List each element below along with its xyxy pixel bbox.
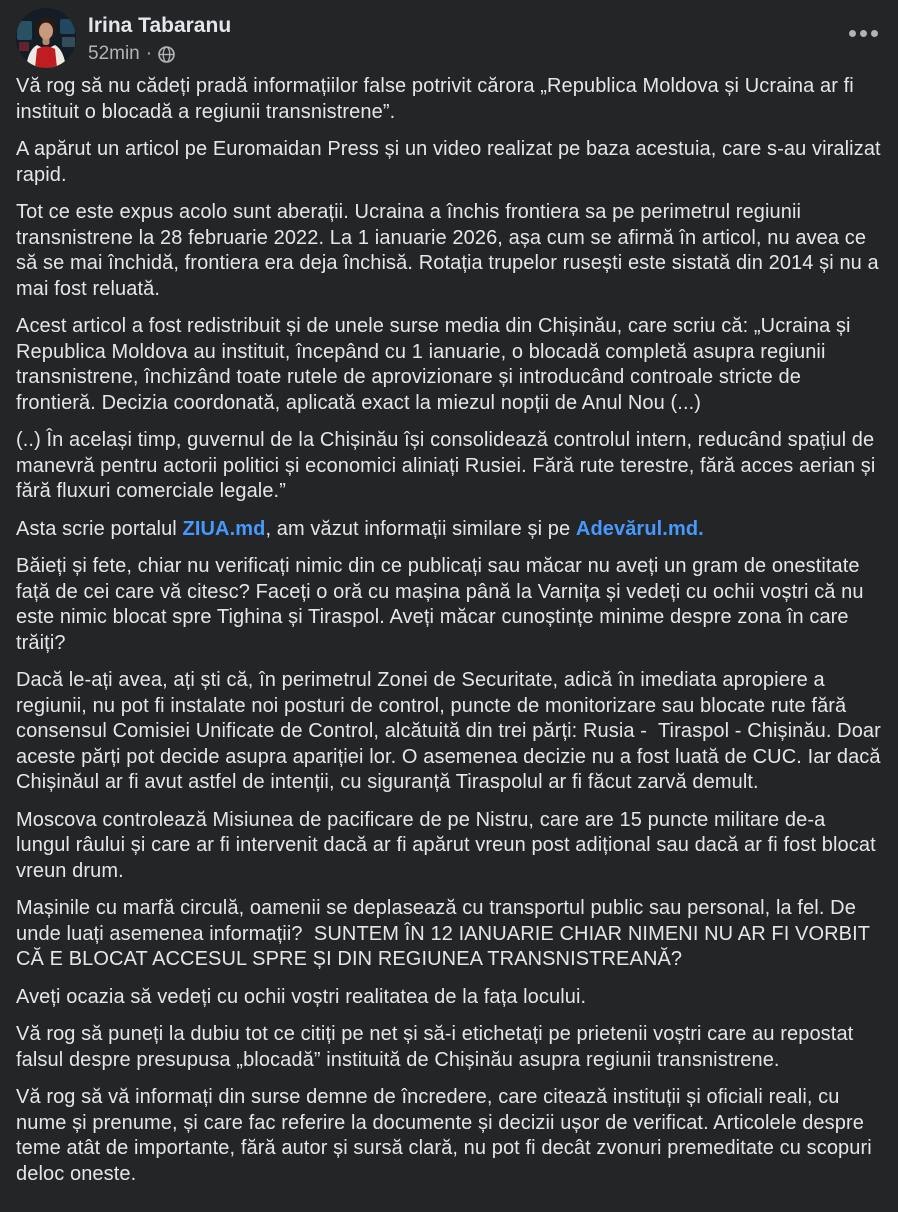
post-paragraph: (..) În același timp, guvernul de la Chișinău își consolidează controlul intern, reducând spațiul de manevră pentru actorii politici și economici aliniați Rusiei. Fără rute terestre, fără acces aerian și fără fluxuri comerciale legale.” — [16, 429, 882, 502]
avatar[interactable] — [16, 8, 76, 68]
avatar-image — [16, 8, 76, 68]
post-paragraph-with-links — [16, 517, 882, 543]
paragraph-text: , am văzut informații similare și pe — [265, 517, 576, 540]
post-paragraph: Băieți și fete, chiar nu verificați nimic din ce publicați sau măcar nu aveți un gram de onestitate față de cei care vă citesc? Faceți o oră cu mașina până la Varnița și vedeți cu ochii voștri că nu este nimic blocat spre Tighina și Tiraspol. Aveți măcar cunoștințe minime despre zona în care trăiți? — [16, 555, 870, 654]
paragraph-text: Asta scrie portalul — [16, 517, 183, 540]
post-paragraph: Acest articol a fost redistribuit și de unele surse media din Chișinău, care scriu că: „Ucraina și Republica Moldova au instituit, începând cu 1 ianuarie, o blocadă completă asupra regiunii transnistrene, închizând toate rutele de aprovizionare și introducând controale stricte de frontieră. Decizia coordonată, aplicată exact la miezul nopții de Anul Nou (...) — [16, 315, 857, 414]
author-name[interactable]: Irina Tabaranu — [88, 14, 232, 37]
post-timestamp[interactable]: 52min — [88, 43, 140, 64]
post-paragraph: Vă rog să nu cădeți pradă informațiilor false potrivit cărora „Republica Moldova și Ucraina ar fi instituit o blocadă a regiunii transnistrene”. — [16, 75, 860, 123]
post-body — [0, 68, 898, 1187]
post-paragraph: Dacă le-ați avea, ați ști că, în perimetrul Zonei de Securitate, adică în imediata apropiere a regiunii, nu pot fi instalate noi posturi de control, puncte de monitorizare sau blocate rute fără consensul Comisiei Unificate de Control, alcătuită din trei părți: Rusia - Tiraspol - Chișinău. Doar aceste părți pot decide asupra apariției lor. O asemenea decizie nu a fost luată de CUC. Iar dacă Chișinăul ar fi avut astfel de intenții, cu siguranță Tiraspolul ar fi făcut zarvă demult. — [16, 669, 887, 793]
header-info — [88, 8, 231, 66]
post-paragraph: Tot ce este expus acolo sunt aberații. Ucraina a închis frontiera sa pe perimetrul regiunii transnistrene la 28 februarie 2022. La 1 ianuarie 2026, așa cum se afirmă în articol, nu avea ce să se mai închidă, frontiera era deja închisă. Rotația trupelor rusești este sistată din 2014 și nu a mai fost reluată. — [16, 201, 885, 300]
globe-public-icon — [158, 46, 175, 63]
link-adevarul-md[interactable]: Adevărul.md. — [575, 517, 704, 540]
post-paragraph: Vă rog să puneți la dubiu tot ce citiți pe net și să-i etichetați pe prietenii voștri care au repostat falsul despre presupusa „blocadă” instituită de Chișinău asupra regiunii transnistrene. — [16, 1023, 859, 1071]
meta-dot-separator: · — [145, 43, 153, 64]
post-paragraph: Moscova controlează Misiunea de pacificare de pe Nistru, care are 15 puncte militare de-a lungul râului și care ar fi intervenit dacă ar fi apărut vreun post adițional sau dacă ar fi fost blocat vreun drum. — [16, 808, 882, 882]
post-paragraph: Mașinile cu marfă circulă, oamenii se deplasează cu transportul public sau personal, la fel. De unde luați asemenea informații? SUNTEM ÎN 12 IANUARIE CHIAR NIMENI NU AR FI VORBIT CĂ E BLOCAT ACCESUL SPRE ȘI DIN REGIUNEA TRANSNISTREANĂ? — [16, 897, 876, 970]
link-ziua-md[interactable]: ZIUA.md — [182, 517, 266, 540]
post-header — [0, 0, 898, 68]
post-paragraph: Vă rog să vă informați din surse demne de încredere, care citează instituții și oficiali reali, cu nume și prenume, și care fac referire la documente și decizii ușor de verificat. Articolele despre teme atât de importante, fără autor și sursă clară, nu pot fi decât zvonuri premeditate cu scopuri deloc oneste. — [16, 1086, 878, 1185]
post-meta — [88, 42, 231, 66]
three-dots-menu-icon[interactable] — [843, 20, 884, 47]
post-paragraph: A apărut un articol pe Euromaidan Press și un video realizat pe baza acestuia, care s-au viralizat rapid. — [16, 138, 887, 186]
post-paragraph: Aveți ocazia să vedeți cu ochii voștri realitatea de la fața locului. — [16, 985, 587, 1008]
